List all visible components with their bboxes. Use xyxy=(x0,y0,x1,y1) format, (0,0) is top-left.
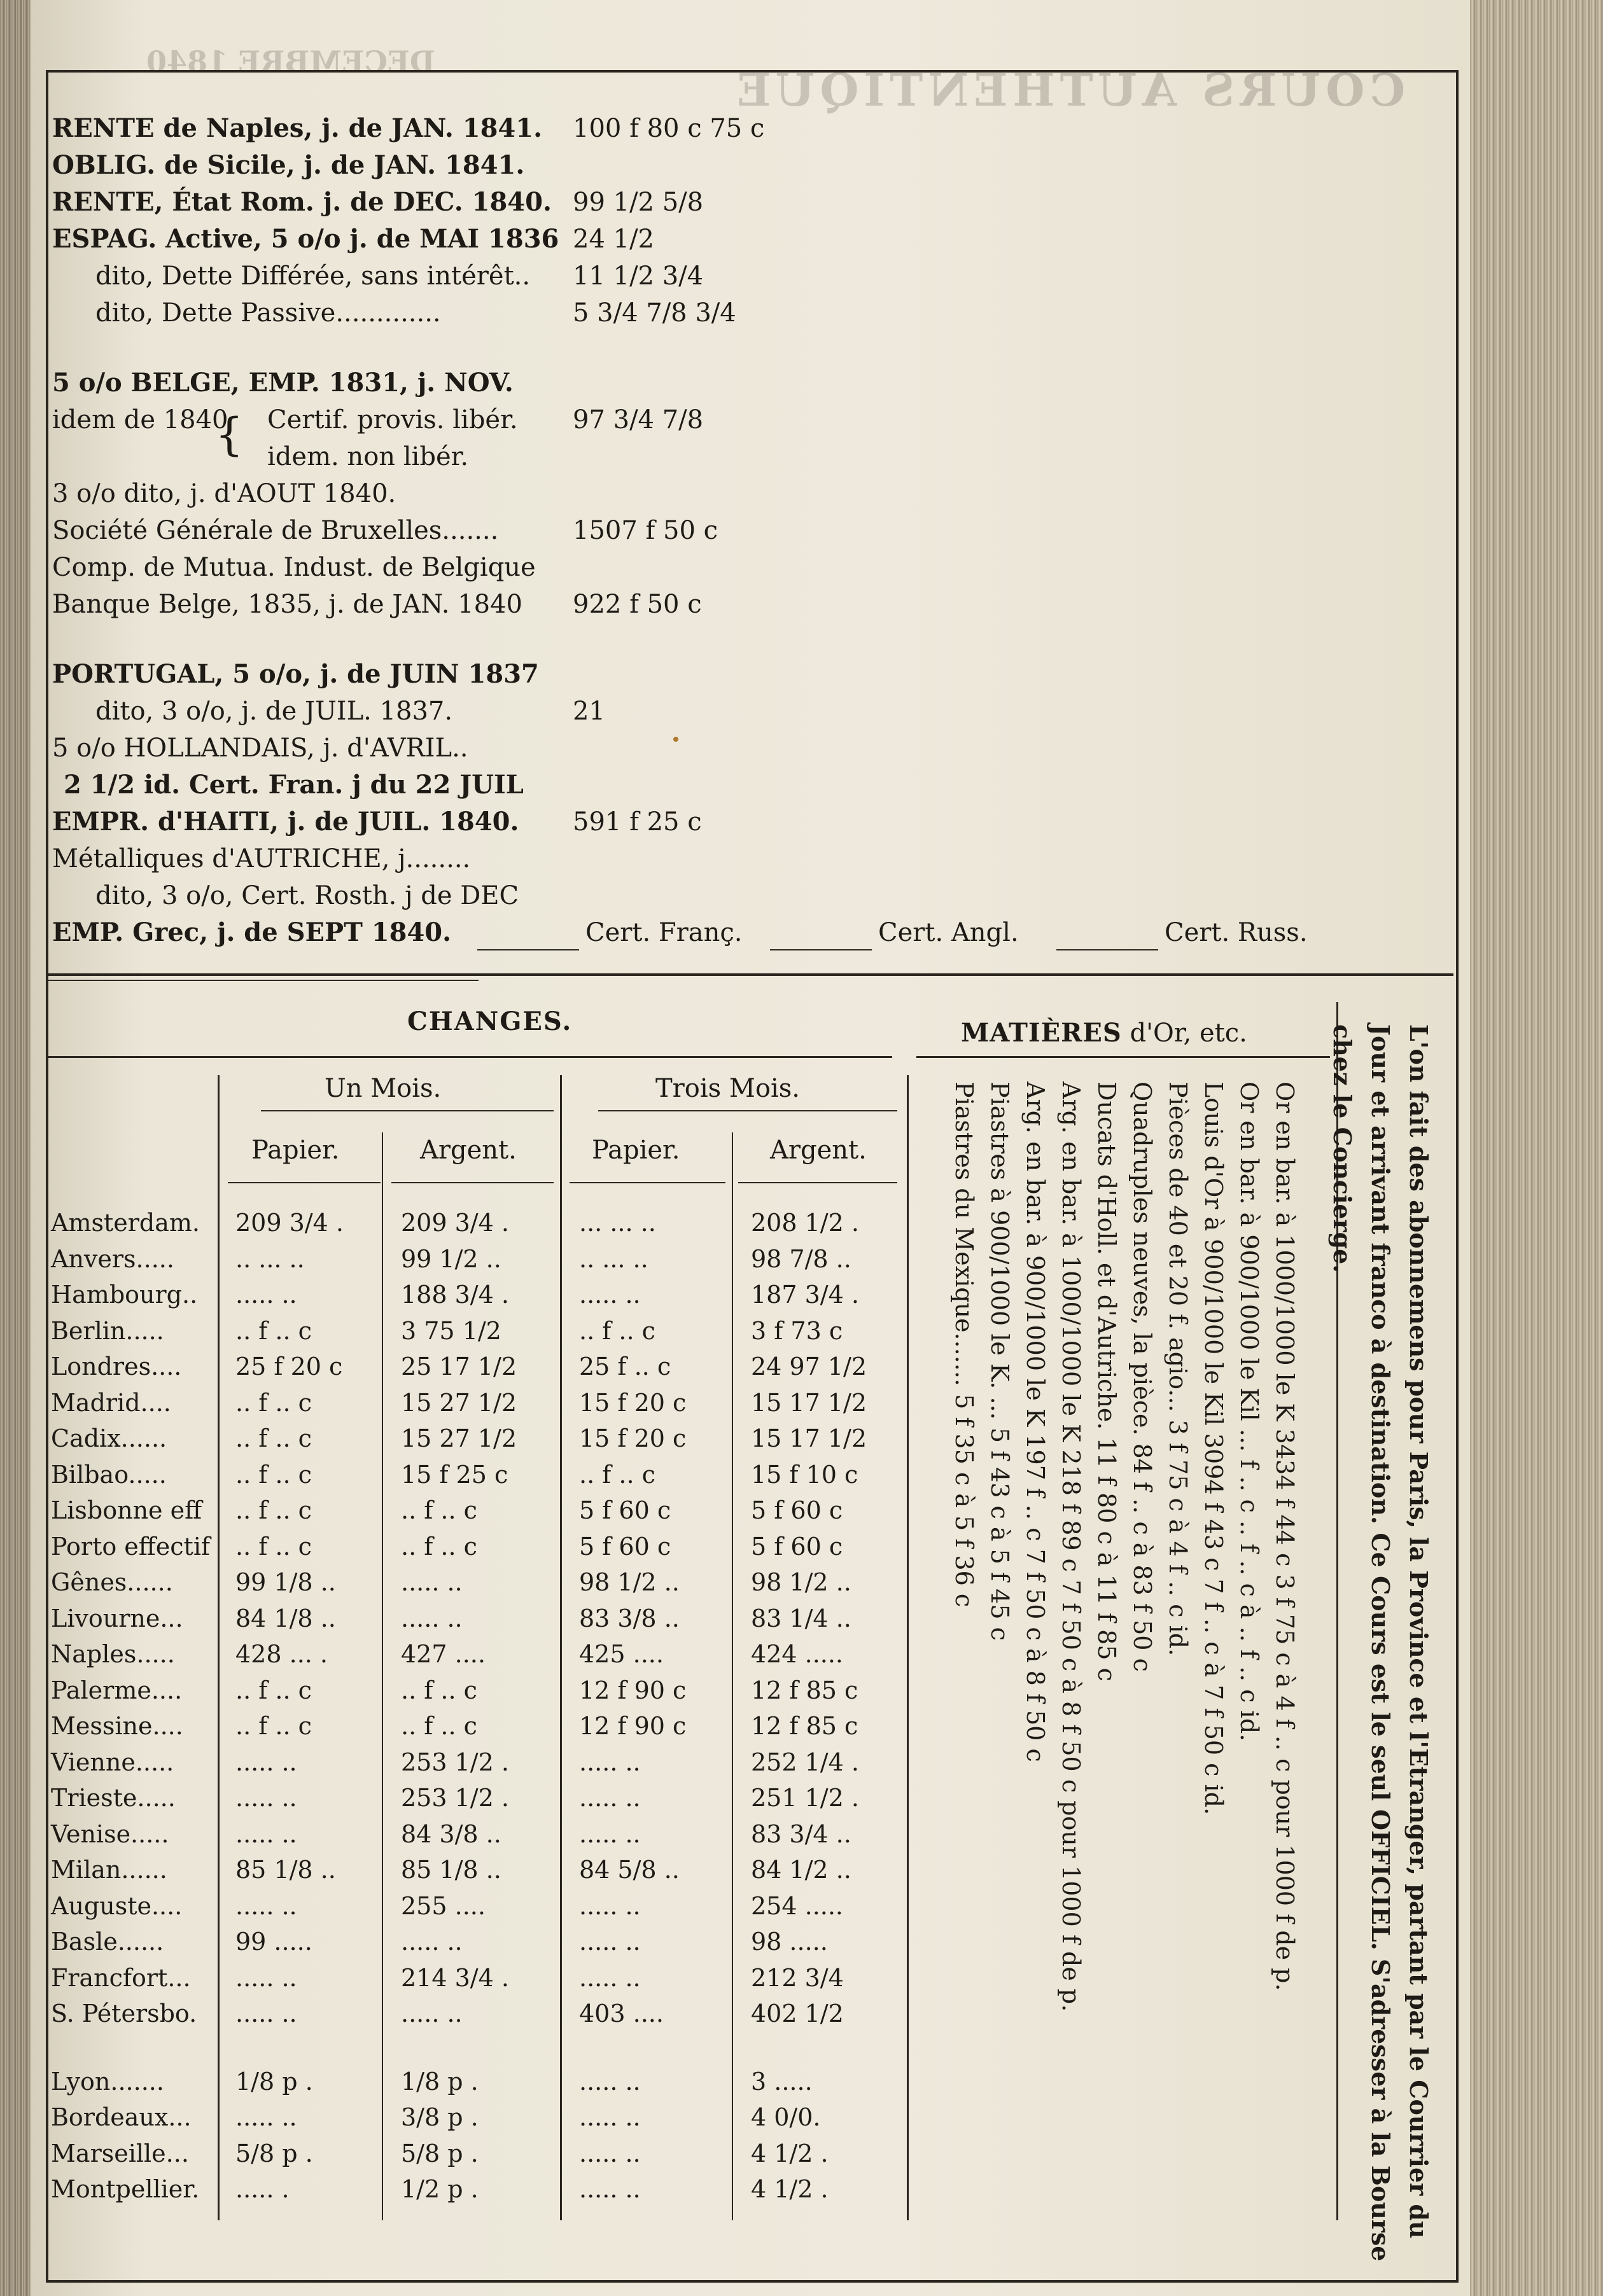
trois-mois-argent-cell: 3 f 73 c xyxy=(751,1317,843,1345)
table-row xyxy=(51,1353,904,1388)
trois-mois-papier-cell: .. ... .. xyxy=(579,1245,648,1273)
trois-mois-argent-cell: 251 1/2 . xyxy=(751,1784,859,1812)
un-mois-papier-cell: .. f .. c xyxy=(235,1712,312,1740)
un-mois-papier-cell: ..... .. xyxy=(235,1892,297,1920)
un-mois-papier-cell: .. f .. c xyxy=(235,1533,312,1561)
fonds-label: OBLIG. de Sicile, j. de JAN. 1841. xyxy=(52,150,525,180)
fonds-label: idem. non libér. xyxy=(267,442,469,471)
un-mois-papier-cell: 25 f 20 c xyxy=(235,1353,343,1381)
city-cell: Venise..... xyxy=(51,1820,169,1848)
argent-header-3: Argent. xyxy=(770,1136,867,1165)
city-cell: Francfort... xyxy=(51,1964,191,1992)
un-mois-argent-cell: ..... .. xyxy=(401,1928,463,1956)
table-row xyxy=(51,2000,904,2035)
un-mois-argent-cell: 253 1/2 . xyxy=(401,1748,509,1776)
trois-mois-argent-cell: 4 1/2 . xyxy=(751,2175,829,2203)
un-mois-argent-cell: 209 3/4 . xyxy=(401,1209,509,1237)
matieres-line: Piastres du Mexique....... 5 f 35 c à 5 f 36 c xyxy=(950,1082,978,1608)
un-mois-argent-cell: 255 .... xyxy=(401,1892,486,1920)
un-mois-papier-cell: ..... .. xyxy=(235,1964,297,1992)
show-through-date: DECEMBRE 1840 xyxy=(146,45,435,79)
trois-mois-argent-cell: 187 3/4 . xyxy=(751,1281,859,1309)
trois-mois-argent-cell: 212 3/4 xyxy=(751,1964,844,1992)
un-mois-argent-cell: 1/2 p . xyxy=(401,2175,479,2203)
un-mois-argent-cell: .. f .. c xyxy=(401,1712,477,1740)
city-cell: S. Pétersbo. xyxy=(51,2000,197,2028)
un-mois-papier-cell: .. ... .. xyxy=(235,1245,305,1273)
city-cell: Vienne..... xyxy=(51,1748,174,1776)
trois-mois-argent-cell: 254 ..... xyxy=(751,1892,844,1920)
un-mois-argent-cell: 5/8 p . xyxy=(401,2139,479,2167)
fill-line xyxy=(770,949,872,950)
un-mois-argent-cell: 3 75 1/2 xyxy=(401,1317,501,1345)
matieres-line: Pièces de 40 et 20 f. agio... 3 f 75 c à 4 f .. c id. xyxy=(1164,1082,1192,1657)
fonds-value: 1507 f 50 c xyxy=(573,516,718,545)
grec-cert-label: Cert. Franç. xyxy=(585,918,743,947)
trois-mois-argent-cell: 24 97 1/2 xyxy=(751,1353,867,1381)
trois-mois-argent-cell: 208 1/2 . xyxy=(751,1209,859,1237)
trois-mois-papier-cell: ..... .. xyxy=(579,1892,641,1920)
trois-mois-argent-cell: 5 f 60 c xyxy=(751,1496,843,1524)
matieres-line: Arg. en bar. à 900/1000 le K 197 f .. c 7 f 50 c à 8 f 50 c xyxy=(1021,1082,1049,1762)
notice-line: chez le Concierge. xyxy=(1328,1024,1357,1273)
city-cell: Bilbao..... xyxy=(51,1461,167,1489)
table-row xyxy=(51,1461,904,1496)
city-cell: Bordeaux... xyxy=(51,2103,192,2131)
table-row xyxy=(51,1389,904,1424)
fill-line xyxy=(477,949,579,950)
un-mois-papier-cell: ..... .. xyxy=(235,2103,297,2131)
city-cell: Marseille... xyxy=(51,2139,189,2167)
trois-mois-papier-cell: ..... .. xyxy=(579,2139,641,2167)
fonds-label: Comp. de Mutua. Indust. de Belgique xyxy=(52,553,536,582)
trois-mois-argent-cell: 84 1/2 .. xyxy=(751,1856,851,1884)
un-mois-argent-cell: 427 .... xyxy=(401,1640,486,1668)
city-cell: Cadix...... xyxy=(51,1424,167,1452)
un-mois-argent-cell: ..... .. xyxy=(401,2000,463,2028)
matieres-column xyxy=(1124,1082,1162,2220)
fonds-label: EMP. Grec, j. de SEPT 1840. xyxy=(52,917,452,947)
trois-mois-papier-cell: 5 f 60 c xyxy=(579,1496,671,1524)
trois-mois-argent-cell: 15 f 10 c xyxy=(751,1461,858,1489)
un-mois-argent-cell: 1/8 p . xyxy=(401,2068,479,2096)
trois-mois-papier-cell: 5 f 60 c xyxy=(579,1533,671,1561)
fonds-value: 11 1/2 3/4 xyxy=(573,261,704,291)
matieres-column xyxy=(946,1082,984,2220)
matieres-title: MATIÈRES xyxy=(961,1018,1122,1048)
matieres-rule xyxy=(916,1056,1330,1058)
table-row xyxy=(51,1784,904,1819)
table-row xyxy=(51,1856,904,1891)
city-cell: Amsterdam. xyxy=(51,1209,200,1237)
col-divider xyxy=(907,1075,909,2220)
trois-mois-papier-cell: ..... .. xyxy=(579,1748,641,1776)
trois-mois-papier-cell: 15 f 20 c xyxy=(579,1389,687,1417)
matieres-heading xyxy=(961,1018,1247,1048)
un-mois-argent-cell: 15 f 25 c xyxy=(401,1461,508,1489)
trois-mois-papier-cell: .. f .. c xyxy=(579,1317,655,1345)
trois-mois-papier-cell: ..... .. xyxy=(579,2068,641,2096)
trois-mois-argent-cell: 15 17 1/2 xyxy=(751,1389,867,1417)
table-row xyxy=(51,1496,904,1532)
city-cell: Montpellier. xyxy=(51,2175,200,2203)
fonds-label: Banque Belge, 1835, j. de JAN. 1840 xyxy=(52,590,522,619)
trois-mois-papier-cell: 25 f .. c xyxy=(579,1353,671,1381)
un-mois-papier-cell: .. f .. c xyxy=(235,1424,312,1452)
book-spine-edge xyxy=(0,0,31,2296)
un-mois-argent-cell: 15 27 1/2 xyxy=(401,1389,517,1417)
trois-mois-papier-cell: ..... .. xyxy=(579,2175,641,2203)
matieres-column xyxy=(1017,1082,1055,2220)
fonds-value: 5 3/4 7/8 3/4 xyxy=(573,298,736,328)
trois-mois-argent-cell: 83 1/4 .. xyxy=(751,1604,851,1632)
changes-title: CHANGES. xyxy=(407,1006,573,1036)
matieres-column xyxy=(1266,1082,1305,2220)
fonds-value: 99 1/2 5/8 xyxy=(573,188,704,217)
table-row xyxy=(51,1892,904,1928)
fonds-label: 2 1/2 id. Cert. Fran. j du 22 JUIL xyxy=(64,770,524,800)
trois-mois-argent-cell: 402 1/2 xyxy=(751,2000,844,2028)
trois-mois-papier-cell: 403 .... xyxy=(579,2000,664,2028)
matieres-line: Louis d'Or à 900/1000 le Kil 3094 f 43 c 7 f .. c à 7 f 50 c id. xyxy=(1200,1082,1228,1816)
city-cell: Milan...... xyxy=(51,1856,167,1884)
un-mois-argent-cell: 84 3/8 .. xyxy=(401,1820,501,1848)
matieres-line: Or en bar. à 900/1000 le Kil ... f .. c .. f .. c à .. f .. c id. xyxy=(1235,1082,1263,1742)
trois-mois-papier-cell: ..... .. xyxy=(579,1784,641,1812)
matieres-column xyxy=(1231,1082,1269,2220)
fonds-label: 5 o/o BELGE, EMP. 1831, j. NOV. xyxy=(52,368,514,398)
matieres-column xyxy=(1053,1082,1091,2220)
argent-header-1: Argent. xyxy=(420,1136,517,1165)
un-mois-papier-cell: 84 1/8 .. xyxy=(235,1604,336,1632)
un-mois-papier-cell: .. f .. c xyxy=(235,1676,312,1704)
table-row xyxy=(51,1568,904,1604)
city-cell: Naples..... xyxy=(51,1640,175,1668)
trois-mois-papier-cell: .. f .. c xyxy=(579,1461,655,1489)
matieres-column xyxy=(981,1082,1019,2220)
un-mois-argent-cell: 25 17 1/2 xyxy=(401,1353,517,1381)
un-mois-argent-cell: 188 3/4 . xyxy=(401,1281,509,1309)
table-row xyxy=(51,1424,904,1460)
col-rule xyxy=(391,1182,554,1183)
fonds-value: 21 xyxy=(573,697,605,726)
table-row xyxy=(51,1640,904,1676)
un-mois-papier-cell: 5/8 p . xyxy=(235,2139,313,2167)
un-mois-argent-cell: 99 1/2 .. xyxy=(401,1245,501,1273)
table-row xyxy=(51,1209,904,1244)
city-cell: Trieste..... xyxy=(51,1784,176,1812)
papier-header-1: Papier. xyxy=(251,1136,340,1165)
fonds-label: dito, Dette Différée, sans intérêt.. xyxy=(95,261,531,291)
trois-mois-papier-cell: ..... .. xyxy=(579,1964,641,1992)
table-row xyxy=(51,1245,904,1281)
city-cell: Madrid.... xyxy=(51,1389,171,1417)
un-mois-argent-cell: ..... .. xyxy=(401,1568,463,1596)
un-mois-papier-cell: .. f .. c xyxy=(235,1389,312,1417)
table-row xyxy=(51,1964,904,2000)
city-cell: Gênes...... xyxy=(51,1568,173,1596)
trois-mois-papier-cell: 12 f 90 c xyxy=(579,1676,687,1704)
fonds-label: dito, 3 o/o, Cert. Rosth. j de DEC xyxy=(95,881,519,910)
city-cell: Londres.... xyxy=(51,1353,182,1381)
city-cell: Hambourg.. xyxy=(51,1281,198,1309)
un-mois-papier-cell: 85 1/8 .. xyxy=(235,1856,336,1884)
table-row xyxy=(51,1928,904,1963)
table-row xyxy=(51,1533,904,1568)
city-cell: Auguste.... xyxy=(51,1892,183,1920)
city-cell: Lisbonne eff xyxy=(51,1496,202,1524)
city-cell: Messine.... xyxy=(51,1712,183,1740)
trois-mois-argent-cell: 5 f 60 c xyxy=(751,1533,843,1561)
fonds-label: PORTUGAL, 5 o/o, j. de JUIN 1837 xyxy=(52,659,539,689)
notice-column xyxy=(1400,1024,1438,2239)
fonds-value: 591 f 25 c xyxy=(573,807,702,837)
table-row xyxy=(51,1317,904,1353)
table-row xyxy=(51,2139,904,2175)
trois-mois-papier-cell: 425 .... xyxy=(579,1640,664,1668)
notice-column xyxy=(1324,1024,1362,2163)
col-rule xyxy=(570,1182,725,1183)
notice-line: Jour et arrivant franco à destination. Ce Cours est le seul OFFICIEL. S'adresser à la Bourse xyxy=(1366,1024,1395,2262)
table-row xyxy=(51,1748,904,1784)
city-cell: Berlin..... xyxy=(51,1317,164,1345)
fill-line xyxy=(1056,949,1158,950)
matieres-column xyxy=(1195,1082,1233,2220)
matieres-line: Ducats d'Holl. et d'Autriche. 11 f 80 c à 11 f 85 c xyxy=(1093,1082,1121,1681)
un-mois-papier-cell: .. f .. c xyxy=(235,1461,312,1489)
un-mois-papier-cell: 428 ... . xyxy=(235,1640,328,1668)
un-mois-papier-cell: .. f .. c xyxy=(235,1317,312,1345)
un-mois-argent-cell: .. f .. c xyxy=(401,1533,477,1561)
un-mois-papier-cell: 209 3/4 . xyxy=(235,1209,344,1237)
table-row xyxy=(51,2103,904,2139)
grec-cert-label: Cert. Angl. xyxy=(878,918,1019,947)
trois-mois-argent-cell: 4 1/2 . xyxy=(751,2139,829,2167)
un-mois-rule xyxy=(261,1110,554,1111)
matieres-line: Or en bar. à 1000/1000 le K 3434 f 44 c 3 f 75 c à 4 f .. c pour 1000 f de p. xyxy=(1271,1082,1299,1991)
matieres-column xyxy=(1159,1082,1198,2220)
un-mois-argent-cell: ..... .. xyxy=(401,1604,463,1632)
table-row xyxy=(51,1676,904,1712)
table-row xyxy=(51,1712,904,1748)
trois-mois-header: Trois Mois. xyxy=(655,1074,800,1103)
city-cell: Basle...... xyxy=(51,1928,164,1956)
un-mois-papier-cell: ..... .. xyxy=(235,1784,297,1812)
trois-mois-argent-cell: 83 3/4 .. xyxy=(751,1820,851,1848)
un-mois-papier-cell: ..... .. xyxy=(235,2000,297,2028)
trois-mois-papier-cell: 12 f 90 c xyxy=(579,1712,687,1740)
city-cell: Porto effectif xyxy=(51,1533,211,1561)
trois-mois-argent-cell: 3 ..... xyxy=(751,2068,813,2096)
un-mois-papier-cell: 1/8 p . xyxy=(235,2068,313,2096)
papier-header-3: Papier. xyxy=(592,1136,680,1165)
fonds-label: 3 o/o dito, j. d'AOUT 1840. xyxy=(52,479,396,508)
un-mois-header: Un Mois. xyxy=(325,1074,442,1103)
book-page-edges xyxy=(1470,0,1603,2296)
trois-mois-argent-cell: 15 17 1/2 xyxy=(751,1424,867,1452)
matieres-subtitle: d'Or, etc. xyxy=(1130,1019,1247,1048)
fonds-label: Société Générale de Bruxelles....... xyxy=(52,516,499,545)
trois-mois-argent-cell: 424 ..... xyxy=(751,1640,844,1668)
matieres-line: Arg. en bar. à 1000/1000 le K 218 f 89 c 7 f 50 c à 8 f 50 c pour 1000 f de p. xyxy=(1057,1082,1085,2012)
trois-mois-papier-cell: ..... .. xyxy=(579,1820,641,1848)
trois-mois-argent-cell: 98 1/2 .. xyxy=(751,1568,851,1596)
show-through-title: COURS AUTHENTIQUE xyxy=(732,64,1405,116)
city-cell: Anvers..... xyxy=(51,1245,174,1273)
trois-mois-papier-cell: 98 1/2 .. xyxy=(579,1568,680,1596)
fonds-label: RENTE, État Rom. j. de DEC. 1840. xyxy=(52,187,552,217)
fonds-label: ESPAG. Active, 5 o/o j. de MAI 1836 xyxy=(52,224,559,254)
fonds-label: 5 o/o HOLLANDAIS, j. d'AVRIL.. xyxy=(52,734,468,763)
col-rule xyxy=(738,1182,897,1183)
grec-cert-label: Cert. Russ. xyxy=(1165,918,1308,947)
fonds-label: Certif. provis. libér. xyxy=(267,405,518,435)
trois-mois-argent-cell: 12 f 85 c xyxy=(751,1676,858,1704)
un-mois-papier-cell: .. f .. c xyxy=(235,1496,312,1524)
un-mois-papier-cell: ..... .. xyxy=(235,1748,297,1776)
fonds-label: idem de 1840 xyxy=(52,405,228,435)
trois-mois-papier-cell: ..... .. xyxy=(579,2103,641,2131)
trois-mois-argent-cell: 4 0/0. xyxy=(751,2103,821,2131)
table-row xyxy=(51,2068,904,2103)
un-mois-argent-cell: 214 3/4 . xyxy=(401,1964,509,1992)
un-mois-papier-cell: ..... . xyxy=(235,2175,290,2203)
section-rule-thin xyxy=(46,980,479,981)
table-row xyxy=(51,1281,904,1316)
trois-mois-papier-cell: ..... .. xyxy=(579,1928,641,1956)
fonds-label: dito, Dette Passive............. xyxy=(95,298,441,328)
matieres-line: Piastres à 900/1000 le K. ... 5 f 43 c à 5 f 45 c xyxy=(986,1082,1014,1641)
un-mois-argent-cell: 253 1/2 . xyxy=(401,1784,509,1812)
matieres-line: Quadruples neuves, la pièce. 84 f .. c à 83 f 50 c xyxy=(1128,1082,1156,1672)
trois-mois-papier-cell: 15 f 20 c xyxy=(579,1424,687,1452)
table-row xyxy=(51,1820,904,1856)
un-mois-argent-cell: 3/8 p . xyxy=(401,2103,479,2131)
trois-mois-papier-cell: ... ... .. xyxy=(579,1209,656,1237)
fonds-value: 922 f 50 c xyxy=(573,590,702,619)
trois-mois-papier-cell: 83 3/8 .. xyxy=(579,1604,680,1632)
trois-mois-argent-cell: 98 7/8 .. xyxy=(751,1245,851,1273)
un-mois-papier-cell: 99 ..... xyxy=(235,1928,312,1956)
table-row xyxy=(51,2175,904,2211)
city-cell: Livourne... xyxy=(51,1604,183,1632)
trois-mois-argent-cell: 98 ..... xyxy=(751,1928,828,1956)
brace-glyph: { xyxy=(215,408,244,461)
un-mois-argent-cell: 15 27 1/2 xyxy=(401,1424,517,1452)
un-mois-argent-cell: .. f .. c xyxy=(401,1496,477,1524)
un-mois-papier-cell: 99 1/8 .. xyxy=(235,1568,336,1596)
notice-column xyxy=(1362,1024,1400,2262)
section-rule xyxy=(46,973,1453,976)
fonds-value: 97 3/4 7/8 xyxy=(573,405,704,435)
un-mois-argent-cell: .. f .. c xyxy=(401,1676,477,1704)
trois-mois-argent-cell: 12 f 85 c xyxy=(751,1712,858,1740)
city-cell: Lyon....... xyxy=(51,2068,164,2096)
matieres-column xyxy=(1088,1082,1126,2220)
un-mois-papier-cell: ..... .. xyxy=(235,1281,297,1309)
un-mois-argent-cell: 85 1/8 .. xyxy=(401,1856,501,1884)
notice-line: L'on fait des abonnemens pour Paris, la Province et l'Etranger, partant par le Courrier du xyxy=(1404,1024,1433,2239)
col-rule xyxy=(228,1182,381,1183)
trois-mois-papier-cell: ..... .. xyxy=(579,1281,641,1309)
fonds-label: EMPR. d'HAITI, j. de JUIL. 1840. xyxy=(52,807,519,837)
ink-spot xyxy=(673,737,678,742)
city-cell: Palerme.... xyxy=(51,1676,183,1704)
fonds-label: dito, 3 o/o, j. de JUIL. 1837. xyxy=(95,697,453,726)
trois-mois-argent-cell: 252 1/4 . xyxy=(751,1748,859,1776)
trois-mois-rule xyxy=(598,1110,897,1111)
fonds-label: RENTE de Naples, j. de JAN. 1841. xyxy=(52,113,543,143)
table-row xyxy=(51,1604,904,1640)
changes-rule xyxy=(46,1056,892,1058)
trois-mois-papier-cell: 84 5/8 .. xyxy=(579,1856,680,1884)
fonds-value: 24 1/2 xyxy=(573,225,654,254)
fonds-value: 100 f 80 c 75 c xyxy=(573,114,765,143)
fonds-label: Métalliques d'AUTRICHE, j........ xyxy=(52,844,471,873)
un-mois-papier-cell: ..... .. xyxy=(235,1820,297,1848)
